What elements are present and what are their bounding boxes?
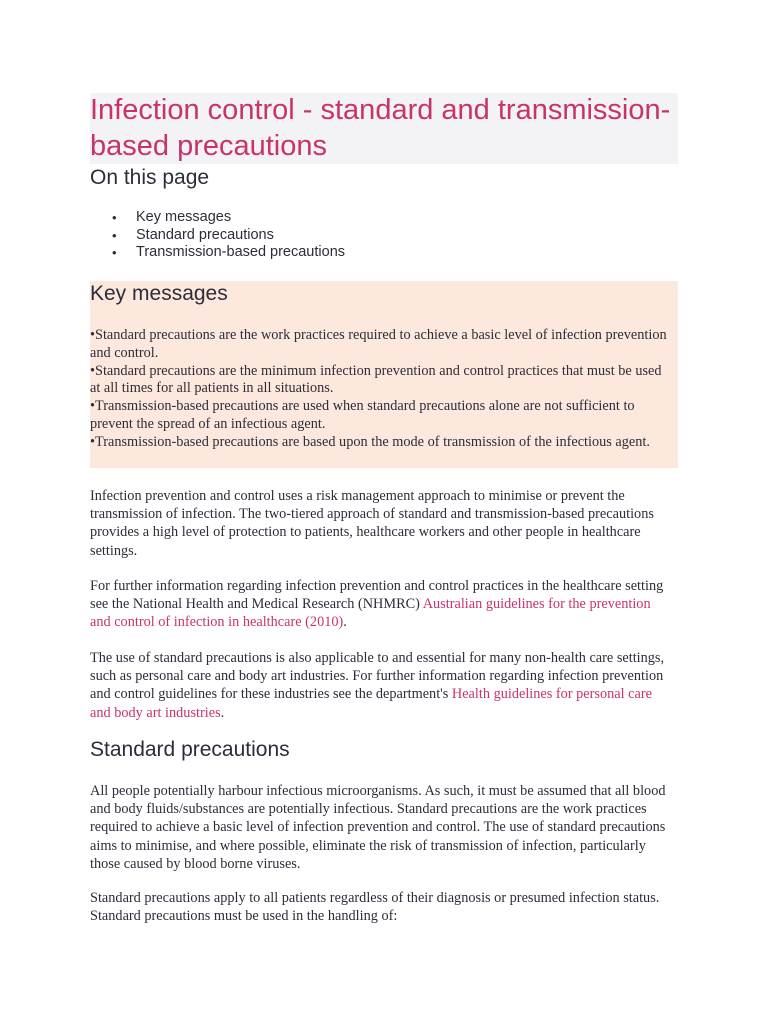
standard-precautions-heading: Standard precautions <box>90 738 290 761</box>
intro-paragraph: Infection prevention and control uses a risk management approach to minimise or prevent the transmission of infection. The two-tiered approach of standard and transmission-based precautions provides a high level of protection to patients, healthcare workers and other people in healthcare settings. <box>90 488 654 559</box>
toc-item-standard-precautions[interactable] <box>90 227 490 245</box>
toc-item-key-messages[interactable] <box>90 209 490 227</box>
page-contents-list <box>90 209 490 262</box>
bullet-icon: • <box>112 210 117 225</box>
standard-precautions-paragraph-1: All people potentially harbour infectious microorganisms. As such, it must be assumed that all blood and body fluids/substances are potentially infectious. Standard precautions are the work practices required to achieve a basic level of infection prevention and control. The use of standard precautions aims to minimise, and where possible, eliminate the risk of transmission of infection, particularly those caused by blood borne viruses. <box>90 783 666 872</box>
key-messages-heading: Key messages <box>90 282 228 305</box>
key-message-item: •Standard precautions are the minimum infection prevention and control practices that must be used at all times for all patients in all situations. <box>90 362 662 397</box>
bullet-icon: • <box>112 227 117 243</box>
nhmrc-guidelines-link[interactable]: Australian guidelines for the prevention and control of infection in healthcare (2010) <box>90 596 651 631</box>
toc-item-transmission-based-precautions[interactable] <box>90 244 490 262</box>
further-info-paragraph <box>90 577 672 632</box>
key-message-item: •Transmission-based precautions are based upon the mode of transmission of the infectious agent. <box>90 433 650 450</box>
on-this-page-heading: On this page <box>90 166 210 189</box>
key-message-item: •Standard precautions are the work practices required to achieve a basic level of infection prevention and control. <box>90 327 667 361</box>
toc-item-label[interactable]: Key messages <box>136 209 232 225</box>
further-info-end: . <box>343 614 347 631</box>
toc-item-label[interactable]: Standard precautions <box>136 226 274 243</box>
page-title: Infection control - standard and transmission-based precautions <box>90 94 671 162</box>
toc-item-label[interactable]: Transmission-based precautions <box>136 244 346 261</box>
further-info-text: For further information regarding infection prevention and control practices in the healthcare setting see the National Health and Medical Research (NHMRC) <box>90 578 664 613</box>
body-art-guidelines-link[interactable]: Health guidelines for personal care and body art industries <box>90 686 652 721</box>
key-messages-list <box>90 327 670 452</box>
non-health-text: The use of standard precautions is also applicable to and essential for many non-health care settings, such as personal care and body art industries. For further information regarding infection prevention and control guidelines for these industries see the department's <box>90 650 665 703</box>
key-message-item: •Transmission-based precautions are used when standard precautions alone are not sufficient to prevent the spread of an infectious agent. <box>90 398 635 432</box>
non-health-settings-paragraph <box>90 649 672 722</box>
bullet-icon: • <box>112 245 117 261</box>
non-health-end: . <box>220 704 225 721</box>
standard-precautions-paragraph-2: Standard precautions apply to all patients regardless of their diagnosis or presumed infection status. Standard precautions must be used in the handling of: <box>90 890 660 925</box>
